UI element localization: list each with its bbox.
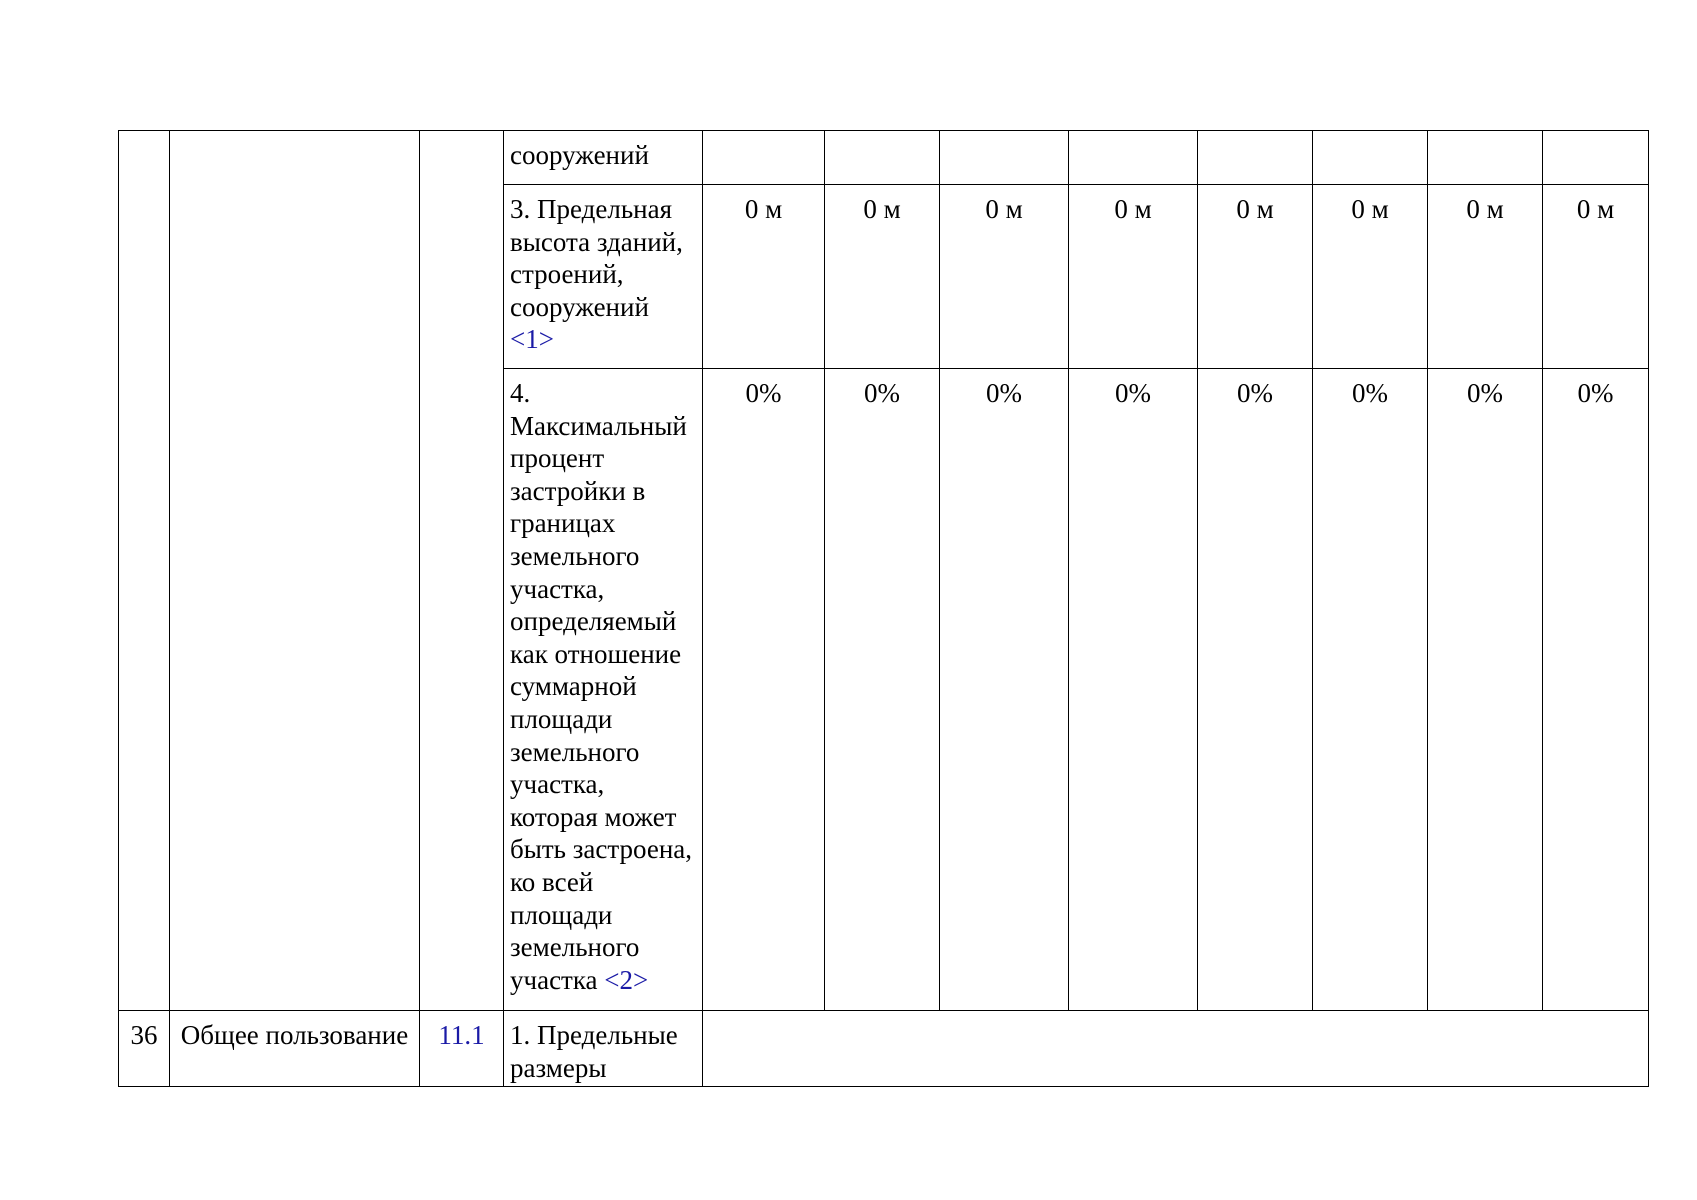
parameter-cell: [504, 369, 703, 1011]
value-cell: [1313, 131, 1428, 185]
value-cell: [940, 131, 1069, 185]
value-cell: 0%: [940, 369, 1069, 1011]
value-cell: 0 м: [703, 185, 825, 369]
merged-values-cell: [703, 1011, 1649, 1087]
use-code-cell: [420, 1011, 504, 1087]
zoning-parameters-table: [118, 130, 1649, 1087]
table-row: [119, 1011, 1649, 1087]
value-cell: 0%: [1198, 369, 1313, 1011]
value-cell: [1428, 131, 1543, 185]
value-cell: 0%: [1428, 369, 1543, 1011]
value-cell: 0 м: [1069, 185, 1198, 369]
footnote-link[interactable]: <2>: [604, 964, 649, 995]
table-row: [119, 131, 1649, 185]
value-cell: 0 м: [825, 185, 940, 369]
footnote-link[interactable]: <1>: [510, 324, 554, 355]
value-cell: [1069, 131, 1198, 185]
value-cell: [825, 131, 940, 185]
value-cell: [703, 131, 825, 185]
use-code-link[interactable]: 11.1: [438, 1020, 485, 1050]
row-number-cell-empty: [119, 131, 170, 1011]
parameter-text: 3. Предельная высота зданий, строений, сооружений: [510, 194, 683, 322]
use-code-cell-empty: [420, 131, 504, 1011]
value-cell: 0%: [1069, 369, 1198, 1011]
value-cell: [1198, 131, 1313, 185]
value-cell: 0 м: [940, 185, 1069, 369]
parameter-cell: 1. Предельные размеры: [504, 1011, 703, 1087]
value-cell: 0 м: [1313, 185, 1428, 369]
use-name-cell: Общее пользование: [170, 1011, 420, 1087]
value-cell: 0%: [703, 369, 825, 1011]
value-cell: 0%: [1313, 369, 1428, 1011]
value-cell: 0%: [825, 369, 940, 1011]
parameter-text: 4. Максимальный процент застройки в границах земельного участка, определяемый как отношение суммарной площади земельного участка, которая может быть застроена, ко всей площади земельного участка: [510, 378, 692, 995]
value-cell: 0 м: [1428, 185, 1543, 369]
value-cell: 0 м: [1198, 185, 1313, 369]
parameter-text: сооружений: [510, 140, 649, 170]
parameter-cell: [504, 185, 703, 369]
use-name-cell-empty: [170, 131, 420, 1011]
value-cell: [1543, 131, 1649, 185]
value-cell: 0 м: [1543, 185, 1649, 369]
row-number-cell: 36: [119, 1011, 170, 1087]
value-cell: 0%: [1543, 369, 1649, 1011]
parameter-cell: [504, 131, 703, 185]
